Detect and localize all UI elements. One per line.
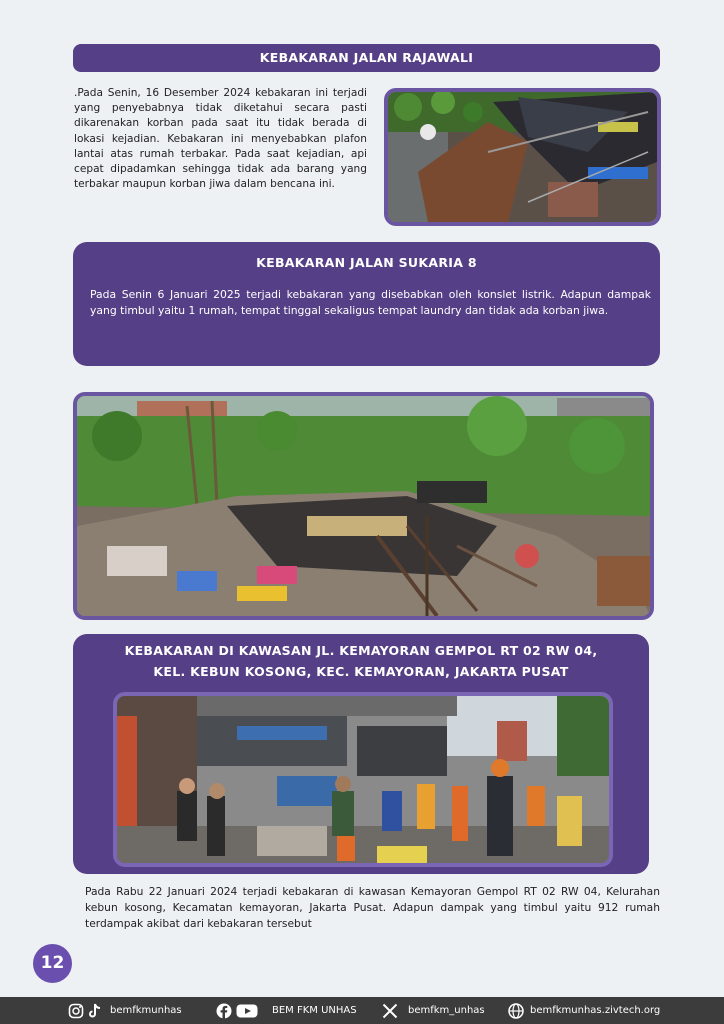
- page-number: 12: [33, 944, 72, 983]
- section-title-sukaria: KEBAKARAN JALAN SUKARIA 8: [256, 255, 477, 270]
- section-title-rajawali: KEBAKARAN JALAN RAJAWALI: [73, 44, 660, 72]
- section-body-sukaria: Pada Senin 6 Januari 2025 terjadi kebakaran yang disebabkan oleh konslet listrik. Adapun dampak yang timbul yaitu 1 rumah, tempat tinggal sekaligus tempat laundry dan tidak ada korban jiwa.: [90, 288, 651, 317]
- footer-bar: [0, 997, 724, 1024]
- footer-x-handle[interactable]: bemfkm_unhas: [408, 1005, 485, 1016]
- youtube-icon[interactable]: [236, 1003, 258, 1019]
- footer-x: [382, 997, 485, 1024]
- footer-website[interactable]: bemfkmunhas.zivtech.org: [530, 1005, 661, 1016]
- section-body-rajawali: .Pada Senin, 16 Desember 2024 kebakaran ini terjadi yang penyebabnya tidak diketahui secara pasti dikarenakan korban pada saat itu tidak berada di lokasi kejadian. Kebakaran ini menyebabkan plafon lantai atas rumah terbakar. Pada saat kejadian, api cepat dipadamkan sehingga tidak ada barang yang terbakar maupun korban jiwa dalam bencana ini.: [74, 87, 367, 191]
- tiktok-icon[interactable]: [88, 1003, 102, 1019]
- footer-org-name[interactable]: BEM FKM UNHAS: [272, 1005, 357, 1016]
- footer-social: [68, 997, 182, 1024]
- footer-web: [508, 997, 660, 1024]
- photo-rajawali-fire-debris: [384, 88, 661, 226]
- photo-kemayoran-fire-scene: [113, 692, 613, 867]
- section-caption-kemayoran: Pada Rabu 22 Januari 2024 terjadi kebakaran di kawasan Kemayoran Gempol RT 02 RW 04, Kelurahan kebun kosong, Kecamatan kemayoran, Jakarta Pusat. Adapun dampak yang timbul yaitu 912 rumah terdampak akibat dari kebakaran tersebut: [85, 885, 660, 930]
- globe-icon[interactable]: [508, 1003, 524, 1019]
- x-logo-icon[interactable]: [382, 1003, 398, 1019]
- footer-org: [216, 997, 357, 1024]
- footer-social-handle[interactable]: bemfkmunhas: [110, 1005, 182, 1016]
- section-title-kemayoran-line2: KEL. KEBUN KOSONG, KEC. KEMAYORAN, JAKARTA PUSAT: [153, 664, 569, 679]
- instagram-icon[interactable]: [68, 1003, 84, 1019]
- facebook-icon[interactable]: [216, 1003, 232, 1019]
- photo-sukaria-fire-debris: [73, 392, 654, 620]
- card-sukaria: [73, 242, 660, 366]
- section-title-kemayoran-line1: KEBAKARAN DI KAWASAN JL. KEMAYORAN GEMPOL RT 02 RW 04,: [124, 643, 598, 658]
